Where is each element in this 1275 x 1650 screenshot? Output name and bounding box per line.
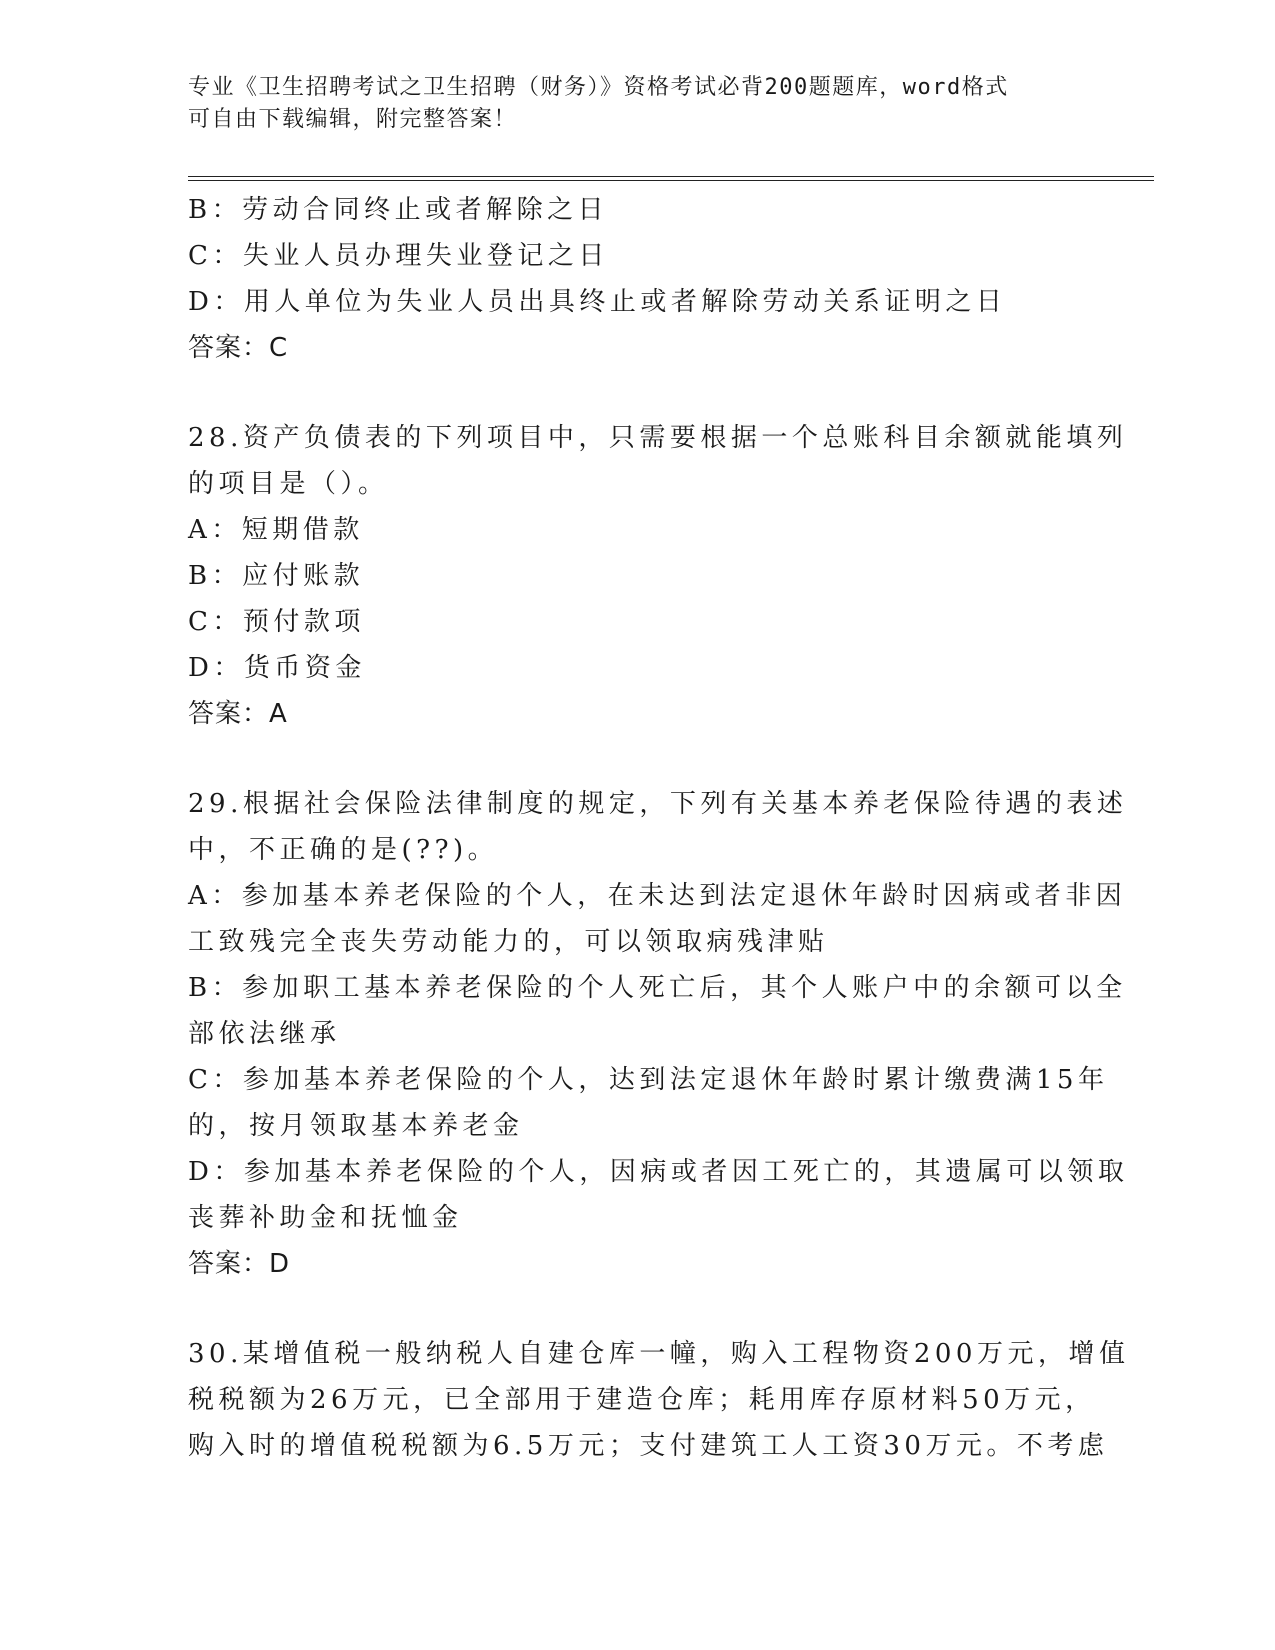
q30-stem-line-2: 税税额为26万元，已全部用于建造仓库；耗用库存原材料50万元， [188,1385,1096,1415]
question-27 [188,187,1088,371]
q28-option-c: C：预付款项 [188,607,365,637]
q28-answer: 答案：A [188,699,288,729]
q27-answer: 答案：C [188,333,289,363]
question-30 [188,1331,1130,1469]
q29-stem-line-1: 29.根据社会保险法律制度的规定，下列有关基本养老保险待遇的表述 [188,789,1128,819]
q29-answer: 答案：D [188,1249,291,1279]
q27-option-b: B：劳动合同终止或者解除之日 [188,195,609,225]
q29-option-b-line-2: 部依法继承 [188,1019,341,1049]
q29-option-a-line-1: A：参加基本养老保险的个人，在未达到法定退休年龄时因病或者非因 [188,881,1127,911]
q29-option-d-line-2: 丧葬补助金和抚恤金 [188,1203,463,1233]
q29-option-d-line-1: D：参加基本养老保险的个人，因病或者因工死亡的，其遗属可以领取 [188,1157,1129,1187]
q28-stem-line-2: 的项目是（）。 [188,469,389,499]
q28-option-b: B：应付账款 [188,561,365,591]
q27-option-d: D：用人单位为失业人员出具终止或者解除劳动关系证明之日 [188,287,1007,317]
q28-option-a: A：短期借款 [188,515,364,545]
q29-option-c-line-1: C：参加基本养老保险的个人，达到法定退休年龄时累计缴费满15年 [188,1065,1109,1095]
q29-option-c-line-2: 的，按月领取基本养老金 [188,1111,524,1141]
q30-stem-line-3: 购入时的增值税税额为6.5万元；支付建筑工人工资30万元。不考虑 [188,1431,1109,1461]
question-content [188,187,1130,1469]
q29-stem-line-2: 中，不正确的是(??)。 [188,835,499,865]
header-title-line-1: 专业《卫生招聘考试之卫生招聘（财务）》资格考试必背200题题库，word格式 [188,75,1009,100]
q29-option-a-line-2: 工致残完全丧失劳动能力的，可以领取病残津贴 [188,927,829,957]
q29-option-b-line-1: B：参加职工基本养老保险的个人死亡后，其个人账户中的余额可以全 [188,973,1127,1003]
header-title-line-2: 可自由下载编辑，附完整答案！ [188,107,518,132]
q27-option-c: C：失业人员办理失业登记之日 [188,241,609,271]
header-divider [188,176,1154,181]
page-header [188,72,1068,136]
q28-stem-line-1: 28.资产负债表的下列项目中，只需要根据一个总账科目余额就能填列 [188,423,1128,453]
question-29 [188,781,1129,1287]
q30-stem-line-1: 30.某增值税一般纳税人自建仓库一幢，购入工程物资200万元，增值 [188,1339,1130,1369]
question-28 [188,415,1128,737]
q28-option-d: D：货币资金 [188,653,366,683]
